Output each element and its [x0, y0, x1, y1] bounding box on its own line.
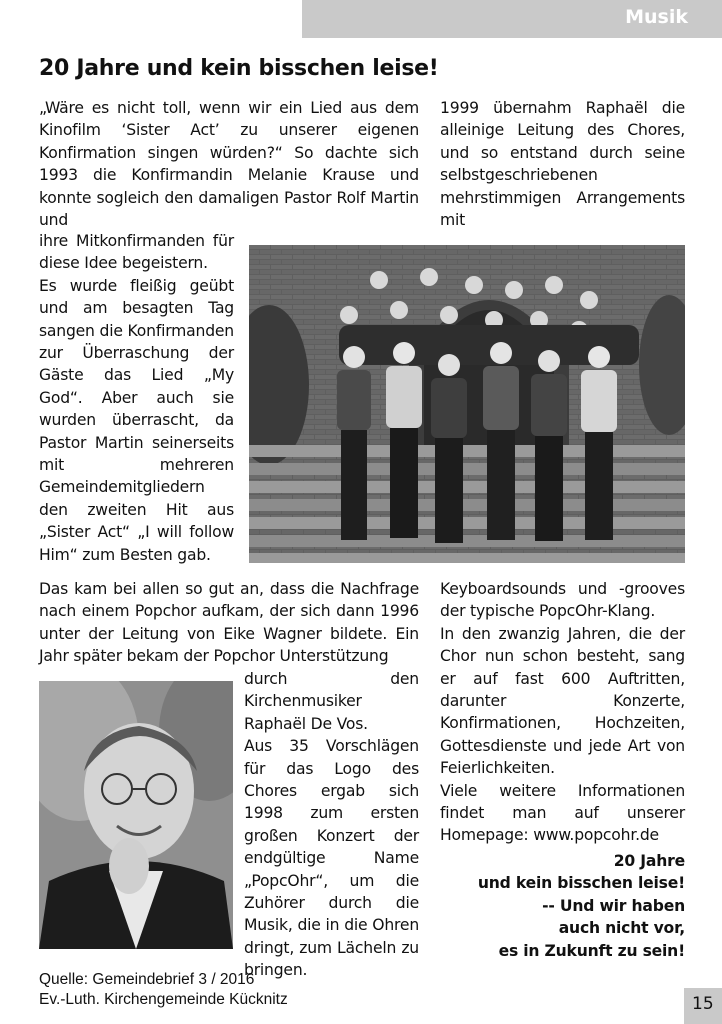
choir-group-photo	[249, 245, 685, 563]
article-paragraph-popchor: Das kam bei allen so gut an, dass die Nachfrage nach einem Popchor aufkam, der sich dann 1996 unter der Leitung von Eike Wagner bildete. Ein Jahr später bekam der Popchor Unterstützung	[39, 580, 419, 666]
article-column2-top: 1999 übernahm Raphaël die alleinige Leitung des Chores, und so entstand durch seine selbstgeschriebenen mehrstimmigen Arrangements mit	[440, 99, 685, 230]
section-header-bar	[302, 0, 722, 38]
section-label: Musik	[625, 6, 688, 28]
source-line: Quelle: Gemeindebrief 3 / 2016	[39, 971, 255, 988]
closing-line: und kein bisschen leise!	[477, 874, 685, 893]
paragraph: ihre Mitkonfirmanden für diese Idee begeistern.	[39, 232, 234, 273]
closing-line: auch nicht vor,	[558, 919, 685, 938]
source-line: Ev.-Luth. Kirchengemeinde Kücknitz	[39, 991, 288, 1008]
article-column2-bottom	[440, 578, 685, 962]
page-number-box	[684, 988, 722, 1024]
page-number: 15	[692, 994, 714, 1014]
paragraph: In den zwanzig Jahren, die der Chor nun schon besteht, sang er auf fast 600 Auftritten, darunter Konzerte, Konfirmationen, Hochzeiten, Gottesdienste und jede Art von Feierlichkeiten.	[440, 624, 685, 778]
article-title: 20 Jahre und kein bisschen leise!	[39, 56, 439, 81]
portrait-photo	[39, 681, 233, 949]
paragraph: Viele weitere Informationen findet man auf unserer Homepage: www.popcohr.de	[440, 781, 685, 845]
article-side-column	[244, 668, 419, 982]
article-narrow-column	[39, 230, 234, 566]
paragraph: Keyboardsounds und -grooves der typische PopcOhr-Klang.	[440, 580, 685, 621]
source-note	[39, 970, 288, 1010]
closing-line: 20 Jahre	[613, 851, 685, 870]
article-intro-paragraph: „Wäre es nicht toll, wenn wir ein Lied aus dem Kinofilm ‘Sister Act’ zu unserer eigenen Konfirmation singen würden?“ So dachte sich 1993 die Konfirmandin Melanie Krause und konnte sogleich den damaligen Pastor Rolf Martin und	[39, 99, 419, 230]
portrait-illustration	[39, 681, 233, 949]
choir-photo-illustration	[249, 245, 685, 563]
paragraph: durch den Kirchenmusiker Raphaël De Vos.	[244, 670, 419, 733]
paragraph: Es wurde fleißig geübt und am besagten Tag sangen die Konfirmanden zur Überraschung der Gäste das Lied „My God“. Aber auch sie wurden überrascht, da Pastor Martin seinerseits mit mehreren Gemeindemitgliedern den zweiten Hit aus „Sister Act“ „I will follow Him“ zum Besten gab.	[39, 276, 234, 564]
closing-line: es in Zukunft zu sein!	[498, 941, 685, 960]
paragraph: Aus 35 Vorschlägen für das Logo des Chores ergab sich 1998 zum ersten großen Konzert der endgültige Name „PopcOhr“, um die Zuhörer durch die Musik, die in die Ohren dringt, zum Lächeln zu bringen.	[244, 737, 419, 980]
closing-line: -- Und wir haben	[542, 896, 685, 915]
closing-statement	[440, 850, 685, 962]
